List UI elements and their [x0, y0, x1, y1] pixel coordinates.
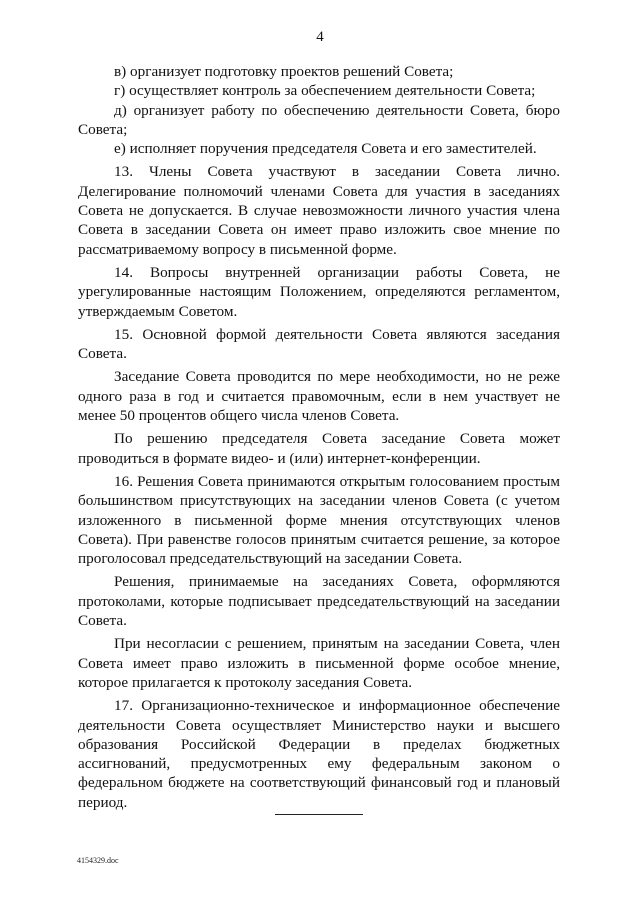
- paragraph-16: 16. Решения Совета принимаются открытым голосованием простым большинством присутствующих на заседании членов Совета (с учетом изложенного в письменной форме мнения отсутствующих членов Совета). При равенстве голосов принятым считается решение, за которое проголосовал председательствующий на заседании Совета.: [78, 472, 560, 568]
- end-of-document-rule: [275, 814, 363, 815]
- paragraph-13: 13. Члены Совета участвуют в заседании Совета лично. Делегирование полномочий членами Совета для участия в заседаниях Совета не допускается. В случае невозможности личного участия члена Совета в заседании Совета он имеет право изложить свое мнение по рассматриваемому вопросу в письменной форме.: [78, 163, 560, 258]
- document-file-id: 4154329.doc: [77, 856, 119, 865]
- paragraph-16-dissent: При несогласии с решением, принятым на заседании Совета, член Совета имеет право изложить в письменной форме особое мнение, которое прилагается к протоколу заседания Совета.: [78, 635, 560, 691]
- paragraph-item-g: г) осуществляет контроль за обеспечением деятельности Совета;: [114, 82, 536, 100]
- paragraph-15-video: По решению председателя Совета заседание Совета может проводиться в формате видео- и (или) интернет-конференции.: [78, 430, 560, 467]
- paragraph-14: 14. Вопросы внутренней организации работы Совета, не урегулированные настоящим Положением, определяются регламентом, утверждаемым Советом.: [78, 263, 560, 320]
- paragraph-16-protocol: Решения, принимаемые на заседаниях Совета, оформляются протоколами, которые подписывает председательствующий на заседании Совета.: [78, 573, 560, 630]
- paragraph-15-meeting: Заседание Совета проводится по мере необходимости, но не реже одного раза в год и считается правомочным, если в нем участвует не менее 50 процентов общего числа членов Совета.: [78, 368, 560, 425]
- page-number: 4: [316, 29, 324, 45]
- paragraph-15: 15. Основной формой деятельности Совета являются заседания Совета.: [78, 325, 560, 363]
- document-body: [78, 62, 560, 812]
- paragraph-17: 17. Организационно-техническое и информационное обеспечение деятельности Совета осуществляет Министерство науки и высшего образования Российской Федерации в пределах бюджетных ассигнований, предусмотренных ему федеральным законом о федеральном бюджете на соответствующий финансовый год и плановый период.: [78, 697, 560, 811]
- paragraph-item-v: в) организует подготовку проектов решений Совета;: [114, 63, 454, 80]
- paragraph-item-d: д) организует работу по обеспечению деятельности Совета, бюро Совета;: [78, 101, 560, 138]
- paragraph-item-e: е) исполняет поручения председателя Совета и его заместителей.: [114, 140, 537, 158]
